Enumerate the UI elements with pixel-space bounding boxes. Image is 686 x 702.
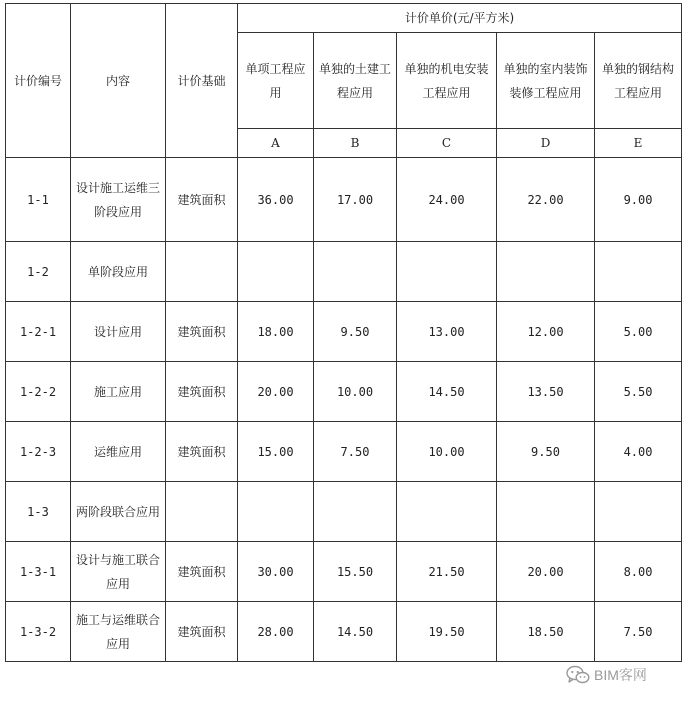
row-value-a: 36.00 — [238, 158, 314, 242]
column-letter-c: C — [397, 129, 497, 158]
row-basis: 建筑面积 — [166, 542, 238, 602]
row-content: 设计应用 — [71, 302, 166, 362]
row-value-d: 12.00 — [497, 302, 595, 362]
row-value-a — [238, 482, 314, 542]
row-basis: 建筑面积 — [166, 602, 238, 662]
row-code: 1-1 — [6, 158, 71, 242]
row-value-e — [595, 242, 682, 302]
row-code: 1-2-1 — [6, 302, 71, 362]
table-row — [6, 302, 682, 362]
row-value-e: 5.50 — [595, 362, 682, 422]
row-value-b: 15.50 — [314, 542, 397, 602]
row-value-b: 9.50 — [314, 302, 397, 362]
row-code: 1-2-3 — [6, 422, 71, 482]
row-basis: 建筑面积 — [166, 302, 238, 362]
header-basis: 计价基础 — [166, 4, 238, 158]
table-row — [6, 158, 682, 242]
row-content: 单阶段应用 — [71, 242, 166, 302]
row-value-a: 30.00 — [238, 542, 314, 602]
row-value-b: 17.00 — [314, 158, 397, 242]
header-content: 内容 — [71, 4, 166, 158]
row-code: 1-3-2 — [6, 602, 71, 662]
row-value-b: 10.00 — [314, 362, 397, 422]
column-letter-d: D — [497, 129, 595, 158]
row-value-e: 5.00 — [595, 302, 682, 362]
row-basis — [166, 242, 238, 302]
row-code: 1-3-1 — [6, 542, 71, 602]
row-value-a: 28.00 — [238, 602, 314, 662]
row-basis — [166, 482, 238, 542]
row-code: 1-2-2 — [6, 362, 71, 422]
row-content: 运维应用 — [71, 422, 166, 482]
row-value-b: 14.50 — [314, 602, 397, 662]
row-value-b — [314, 242, 397, 302]
row-content: 施工应用 — [71, 362, 166, 422]
column-letter-a: A — [238, 129, 314, 158]
row-value-a: 20.00 — [238, 362, 314, 422]
header-code: 计价编号 — [6, 4, 71, 158]
row-value-e: 9.00 — [595, 158, 682, 242]
row-value-c: 21.50 — [397, 542, 497, 602]
table-row — [6, 422, 682, 482]
row-content: 设计与施工联合应用 — [71, 542, 166, 602]
row-value-a — [238, 242, 314, 302]
row-value-a: 15.00 — [238, 422, 314, 482]
row-code: 1-3 — [6, 482, 71, 542]
column-letter-b: B — [314, 129, 397, 158]
row-basis: 建筑面积 — [166, 422, 238, 482]
table-row — [6, 482, 682, 542]
row-value-d: 22.00 — [497, 158, 595, 242]
row-value-c — [397, 242, 497, 302]
row-value-d: 18.50 — [497, 602, 595, 662]
row-value-d: 9.50 — [497, 422, 595, 482]
row-value-c: 24.00 — [397, 158, 497, 242]
header-column-b: 单独的土建工程应用 — [314, 33, 397, 129]
row-value-e: 8.00 — [595, 542, 682, 602]
row-value-b: 7.50 — [314, 422, 397, 482]
row-value-c: 19.50 — [397, 602, 497, 662]
row-value-b — [314, 482, 397, 542]
row-value-c — [397, 482, 497, 542]
header-column-a: 单项工程应用 — [238, 33, 314, 129]
header-unit-price: 计价单价(元/平方米) — [238, 4, 682, 33]
row-value-c: 14.50 — [397, 362, 497, 422]
column-letter-e: E — [595, 129, 682, 158]
table-row — [6, 362, 682, 422]
row-content: 施工与运维联合应用 — [71, 602, 166, 662]
watermark — [566, 664, 647, 686]
row-code: 1-2 — [6, 242, 71, 302]
pricing-table — [5, 3, 682, 662]
header-column-e: 单独的钢结构工程应用 — [595, 33, 682, 129]
row-value-e — [595, 482, 682, 542]
row-value-c: 13.00 — [397, 302, 497, 362]
row-value-e: 7.50 — [595, 602, 682, 662]
row-value-d — [497, 482, 595, 542]
row-content: 设计施工运维三阶段应用 — [71, 158, 166, 242]
row-value-a: 18.00 — [238, 302, 314, 362]
row-content: 两阶段联合应用 — [71, 482, 166, 542]
row-value-d: 13.50 — [497, 362, 595, 422]
row-basis: 建筑面积 — [166, 158, 238, 242]
row-basis: 建筑面积 — [166, 362, 238, 422]
header-column-c: 单独的机电安装工程应用 — [397, 33, 497, 129]
row-value-e: 4.00 — [595, 422, 682, 482]
table-row — [6, 542, 682, 602]
header-column-d: 单独的室内装饰装修工程应用 — [497, 33, 595, 129]
watermark-text: BIM客网 — [594, 667, 647, 683]
row-value-c: 10.00 — [397, 422, 497, 482]
wechat-icon — [566, 665, 590, 685]
row-value-d — [497, 242, 595, 302]
table-row — [6, 242, 682, 302]
table-row — [6, 602, 682, 662]
row-value-d: 20.00 — [497, 542, 595, 602]
